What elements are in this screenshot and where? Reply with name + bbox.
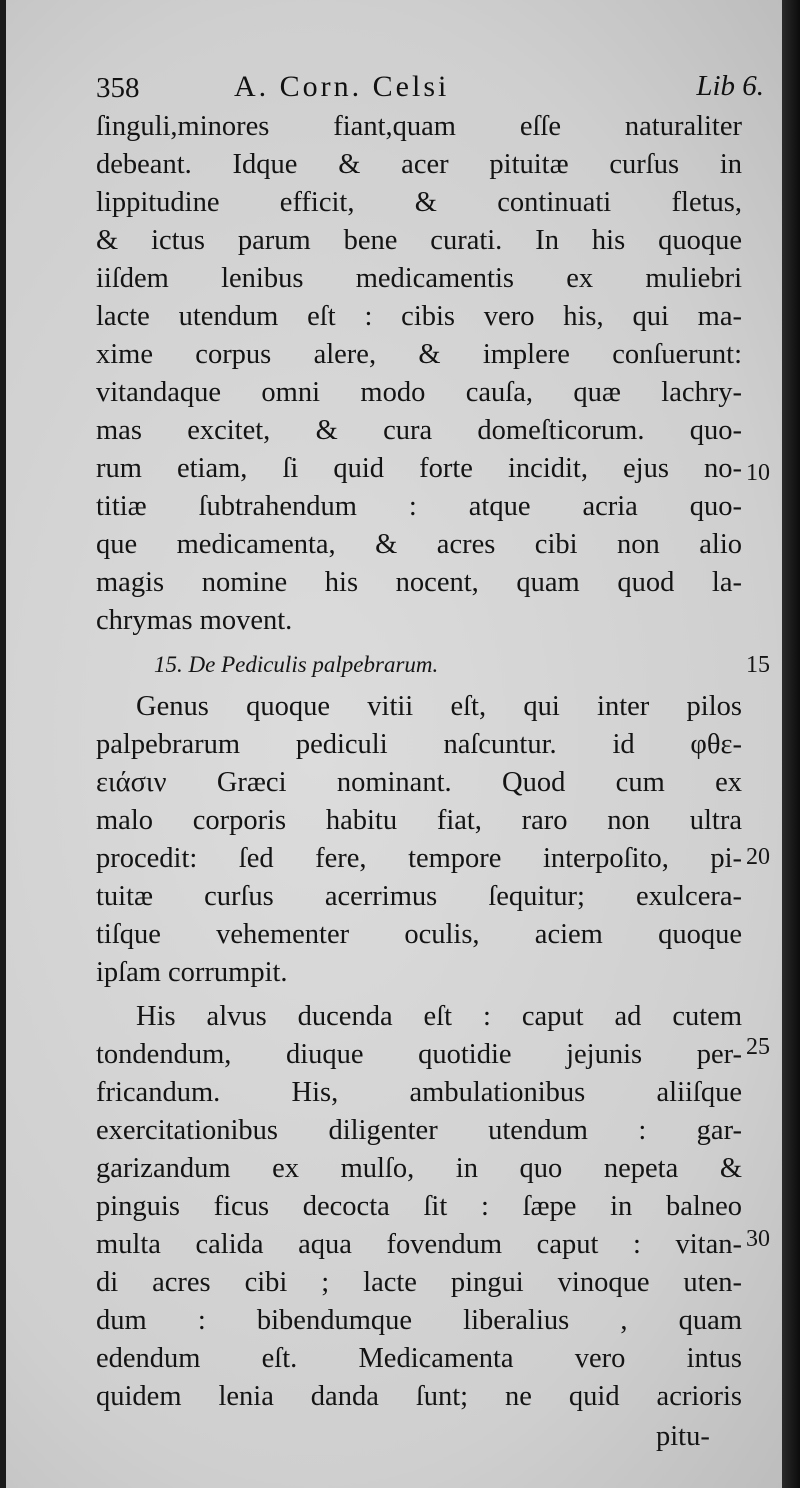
text-line: multa calida aqua fovendum caput : vitan- xyxy=(96,1229,742,1260)
text-line: Genus quoque vitii eſt, qui inter pilos xyxy=(136,691,742,722)
text-line: xime corpus alere, & implere conſuerunt: xyxy=(96,339,742,370)
line-number: 10 xyxy=(746,460,770,486)
text-line: edendum eſt. Medicamenta vero intus xyxy=(96,1343,742,1374)
line-number: 20 xyxy=(746,844,770,870)
text-line: fricandum. His, ambulationibus aliiſque xyxy=(96,1077,742,1108)
text-line: dum : bibendumque liberalius , quam xyxy=(96,1305,742,1336)
text-line: que medicamenta, & acres cibi non alio xyxy=(96,529,742,560)
text-line: ſinguli,minores fiant,quam eſſe naturaliter xyxy=(96,111,742,142)
book-page xyxy=(6,0,782,1488)
text-line: debeant. Idque & acer pituitæ curſus in xyxy=(96,149,742,180)
text-line: & ictus parum bene curati. In his quoque xyxy=(96,225,742,256)
text-line: titiæ ſubtrahendum : atque acria quo- xyxy=(96,491,742,522)
text-line: palpebrarum pediculi naſcuntur. id φθε- xyxy=(96,729,742,760)
text-line: iiſdem lenibus medicamentis ex muliebri xyxy=(96,263,742,294)
catchword: pitu- xyxy=(656,1421,710,1452)
text-line: rum etiam, ſi quid forte incidit, ejus no- xyxy=(96,453,742,484)
book-spine xyxy=(782,0,800,1488)
text-line: tuitæ curſus acerrimus ſequitur; exulcera- xyxy=(96,881,742,912)
line-number: 15 xyxy=(746,652,770,678)
text-line: di acres cibi ; lacte pingui vinoque uten- xyxy=(96,1267,742,1298)
text-line: garizandum ex mulſo, in quo nepeta & xyxy=(96,1153,742,1184)
text-line: quidem lenia danda ſunt; ne quid acrioris xyxy=(96,1381,742,1412)
text-line: mas excitet, & cura domeſticorum. quo- xyxy=(96,415,742,446)
text-line: ipſam corrumpit. xyxy=(96,957,288,988)
text-line: tiſque vehementer oculis, aciem quoque xyxy=(96,919,742,950)
text-line: lacte utendum eſt : cibis vero his, qui ma- xyxy=(96,301,742,332)
chapter-heading: 15. De Pediculis palpebrarum. xyxy=(154,652,439,677)
text-line: ειάσιν Græci nominant. Quod cum ex xyxy=(96,767,742,798)
line-number: 25 xyxy=(746,1034,770,1060)
page-number: 358 xyxy=(96,72,140,104)
text-line: malo corporis habitu fiat, raro non ultra xyxy=(96,805,742,836)
text-line: tondendum, diuque quotidie jejunis per- xyxy=(96,1039,742,1070)
text-line: chrymas movent. xyxy=(96,605,293,636)
text-line: lippitudine efficit, & continuati fletus, xyxy=(96,187,742,218)
running-header xyxy=(96,66,764,110)
running-title: A. Corn. Celsi xyxy=(234,70,450,103)
line-number: 30 xyxy=(746,1226,770,1252)
book-number: Lib 6. xyxy=(696,70,764,102)
text-line: pinguis ficus decocta ſit : ſæpe in balneo xyxy=(96,1191,742,1222)
text-line: vitandaque omni modo cauſa, quæ lachry- xyxy=(96,377,742,408)
text-line: procedit: ſed fere, tempore interpoſito, pi- xyxy=(96,843,742,874)
text-line: His alvus ducenda eſt : caput ad cutem xyxy=(136,1001,742,1032)
text-line: magis nomine his nocent, quam quod la- xyxy=(96,567,742,598)
text-line: exercitationibus diligenter utendum : gar- xyxy=(96,1115,742,1146)
